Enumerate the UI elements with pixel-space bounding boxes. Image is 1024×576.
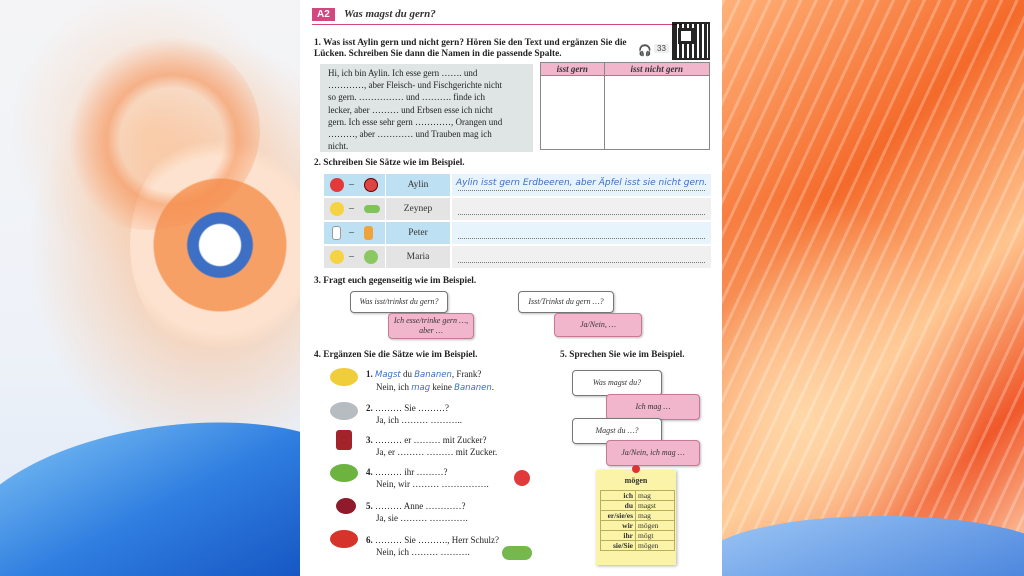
exercise-text: Nein, ich ……… ………. (376, 547, 470, 557)
row-name: Maria (386, 246, 450, 268)
answer-line[interactable] (452, 198, 711, 220)
qr-code[interactable] (672, 22, 710, 60)
exercise-text: ……… Anne …………? (375, 501, 466, 511)
dash-icon: – (349, 179, 354, 190)
item-number: 4. (366, 467, 373, 477)
exercise-item (366, 500, 468, 524)
dislikes-cell[interactable] (604, 76, 709, 150)
exercise-item (366, 434, 497, 458)
sentence-row (324, 246, 711, 268)
exercise-text: keine (430, 382, 455, 392)
blue-wave-decoration (722, 516, 1024, 576)
pronoun: wir (601, 521, 636, 531)
banana-icon (330, 250, 344, 264)
milk-icon (332, 226, 341, 240)
exercise-item (366, 466, 489, 490)
exercise-text: Ja, sie ……… …………. (376, 513, 468, 523)
background-right-decoration (722, 0, 1024, 576)
text-line: Hi, ich bin Aylin. Ich esse gern ……. und (328, 68, 478, 78)
exercise-text: Ja, ich ……… ……….. (376, 415, 462, 425)
text-line: lecker, aber ……… und Erbsen esse ich nicht (328, 104, 493, 115)
dash-icon: – (349, 203, 354, 214)
exercise-text: ……… Sie ………., Herr Schulz? (375, 535, 499, 545)
speech-bubble: Ja/Nein, … (554, 313, 642, 337)
tea-glass-image (336, 430, 352, 450)
exercise-line (366, 466, 489, 478)
food-icons (324, 174, 385, 196)
example-answer: Aylin isst gern Erdbeeren, aber Äpfel isst sie nicht gern. (456, 178, 708, 188)
item-number: 6. (366, 535, 373, 545)
text-line: ………, aber ………… und Trauben mag ich (328, 129, 492, 140)
exercise-line (366, 534, 499, 546)
exercise-text: ……… er ……… mit Zucker? (375, 435, 487, 445)
blue-wave-decoration (0, 398, 300, 576)
pronoun: du (601, 501, 636, 511)
page-title: Was magst du gern? (344, 8, 436, 20)
strawberry-image (514, 470, 530, 486)
handwritten-word: Bananen (414, 370, 452, 380)
task3-instruction: 3. Fragt euch gegenseitig wie im Beispiel. (314, 276, 477, 286)
background-left-decoration (0, 0, 300, 576)
pin-icon (632, 465, 640, 473)
sentence-row (324, 174, 711, 196)
item-number: 3. (366, 435, 373, 445)
cherries-image (336, 498, 356, 514)
answer-rule (458, 214, 705, 215)
exercise-text: . (491, 382, 495, 392)
speech-bubble: Ich esse/trinke gern …, aber … (388, 313, 474, 339)
exercise-item (366, 368, 494, 394)
handwritten-word: Bananen (454, 383, 492, 393)
crossed-cucumber-icon (364, 250, 378, 264)
exercise-text: Nein, ich (376, 382, 412, 392)
headphones-icon[interactable]: 🎧 (638, 45, 652, 57)
pronoun: er/sie/es (601, 511, 636, 521)
exercise-text: Nein, wir ……… ……………. (376, 479, 489, 489)
answer-rule (458, 238, 705, 239)
task1-text-box (320, 64, 533, 152)
crossed-apple-icon (364, 178, 378, 192)
verb-form: mag (636, 511, 675, 521)
speech-bubble: Isst/Trinkst du gern …? (518, 291, 614, 313)
sentence-row (324, 222, 711, 244)
exercise-line (366, 368, 494, 381)
exercise-text: , Frank? (451, 369, 482, 379)
task4-instruction: 4. Ergänzen Sie die Sätze wie im Beispiel. (314, 350, 478, 360)
column-header-likes: isst gern (541, 63, 605, 76)
cucumber-image (502, 546, 532, 560)
pronoun: sie/Sie (601, 541, 636, 551)
dash-icon: – (349, 227, 354, 238)
answer-rule (458, 262, 705, 263)
worksheet-header (312, 6, 682, 25)
text-line: gern. Ich esse sehr gern …………, Orangen und (328, 116, 503, 127)
exercise-text: ……… Sie ………? (375, 403, 449, 413)
grammar-note (596, 470, 676, 565)
exercise-item (366, 402, 462, 426)
task1-instruction: 1. Was isst Aylin gern und nicht gern? Hören Sie den Text und ergänzen Sie die Lücken. Schreiben Sie dann die Namen in die passende Spalte. (314, 38, 627, 59)
verb-form: magst (636, 501, 675, 511)
row-name: Peter (386, 222, 450, 244)
likes-cell[interactable] (541, 76, 605, 150)
text-line: …………, aber Fleisch- und Fischgerichte nicht (328, 80, 502, 91)
exercise-text: Ja, er ……… ……… mit Zucker. (376, 447, 498, 457)
pronoun: ihr (601, 531, 636, 541)
verb-form: mögen (636, 521, 675, 531)
item-number: 1. (366, 369, 373, 379)
tomatoes-image (330, 530, 358, 548)
sentence-row (324, 198, 711, 220)
speech-bubble: Ich mag … (606, 394, 700, 420)
conjugation-table (600, 490, 675, 551)
verb-form: mag (636, 491, 675, 501)
crossed-juice-icon (364, 226, 373, 240)
text-line: nicht. (328, 141, 349, 152)
row-name: Zeynep (386, 198, 450, 220)
strawberry-icon (330, 178, 344, 192)
crossed-banana-icon (330, 202, 344, 216)
audio-track-number: 33 (654, 44, 669, 53)
speech-bubble: Was isst/trinkst du gern? (350, 291, 448, 313)
row-name: Aylin (386, 174, 450, 196)
dash-icon: – (349, 251, 354, 262)
exercise-line (366, 434, 497, 446)
item-number: 5. (366, 501, 373, 511)
handwritten-word: Magst (375, 370, 401, 380)
exercise-item (366, 534, 499, 558)
answer-line[interactable] (452, 222, 711, 244)
apples-image (330, 464, 358, 482)
verb-form: mögen (636, 541, 675, 551)
unit-badge: A2 (312, 8, 335, 21)
food-icons (324, 198, 385, 220)
answer-line[interactable] (452, 174, 711, 196)
answer-line[interactable] (452, 246, 711, 268)
speech-bubble: Magst du …? (572, 418, 662, 444)
note-title: mögen (624, 476, 648, 485)
handwritten-word: mag (411, 383, 431, 393)
cucumber-icon (364, 205, 380, 213)
exercise-line (366, 381, 494, 394)
column-header-dislikes: isst nicht gern (604, 63, 709, 76)
likes-table (540, 62, 710, 150)
task2-instruction: 2. Schreiben Sie Sätze wie im Beispiel. (314, 158, 465, 168)
pronoun: ich (601, 491, 636, 501)
worksheet-page (300, 0, 722, 576)
food-icons (324, 246, 385, 268)
exercise-text: du (400, 369, 415, 379)
item-number: 2. (366, 403, 373, 413)
speech-bubble: Ja/Nein, ich mag … (606, 440, 700, 466)
food-icons (324, 222, 385, 244)
fish-image (330, 402, 358, 420)
answer-rule (458, 190, 705, 191)
exercise-line (366, 402, 462, 414)
orange-swirl-decoration (40, 30, 260, 230)
verb-form: mögt (636, 531, 675, 541)
exercise-line (366, 500, 468, 512)
exercise-text: ……… ihr ………? (375, 467, 448, 477)
banana-image (330, 368, 358, 386)
speech-bubble: Was magst du? (572, 370, 662, 396)
text-line: so gern. …………… und ………. finde ich (328, 92, 485, 103)
task5-instruction: 5. Sprechen Sie wie im Beispiel. (560, 350, 685, 360)
